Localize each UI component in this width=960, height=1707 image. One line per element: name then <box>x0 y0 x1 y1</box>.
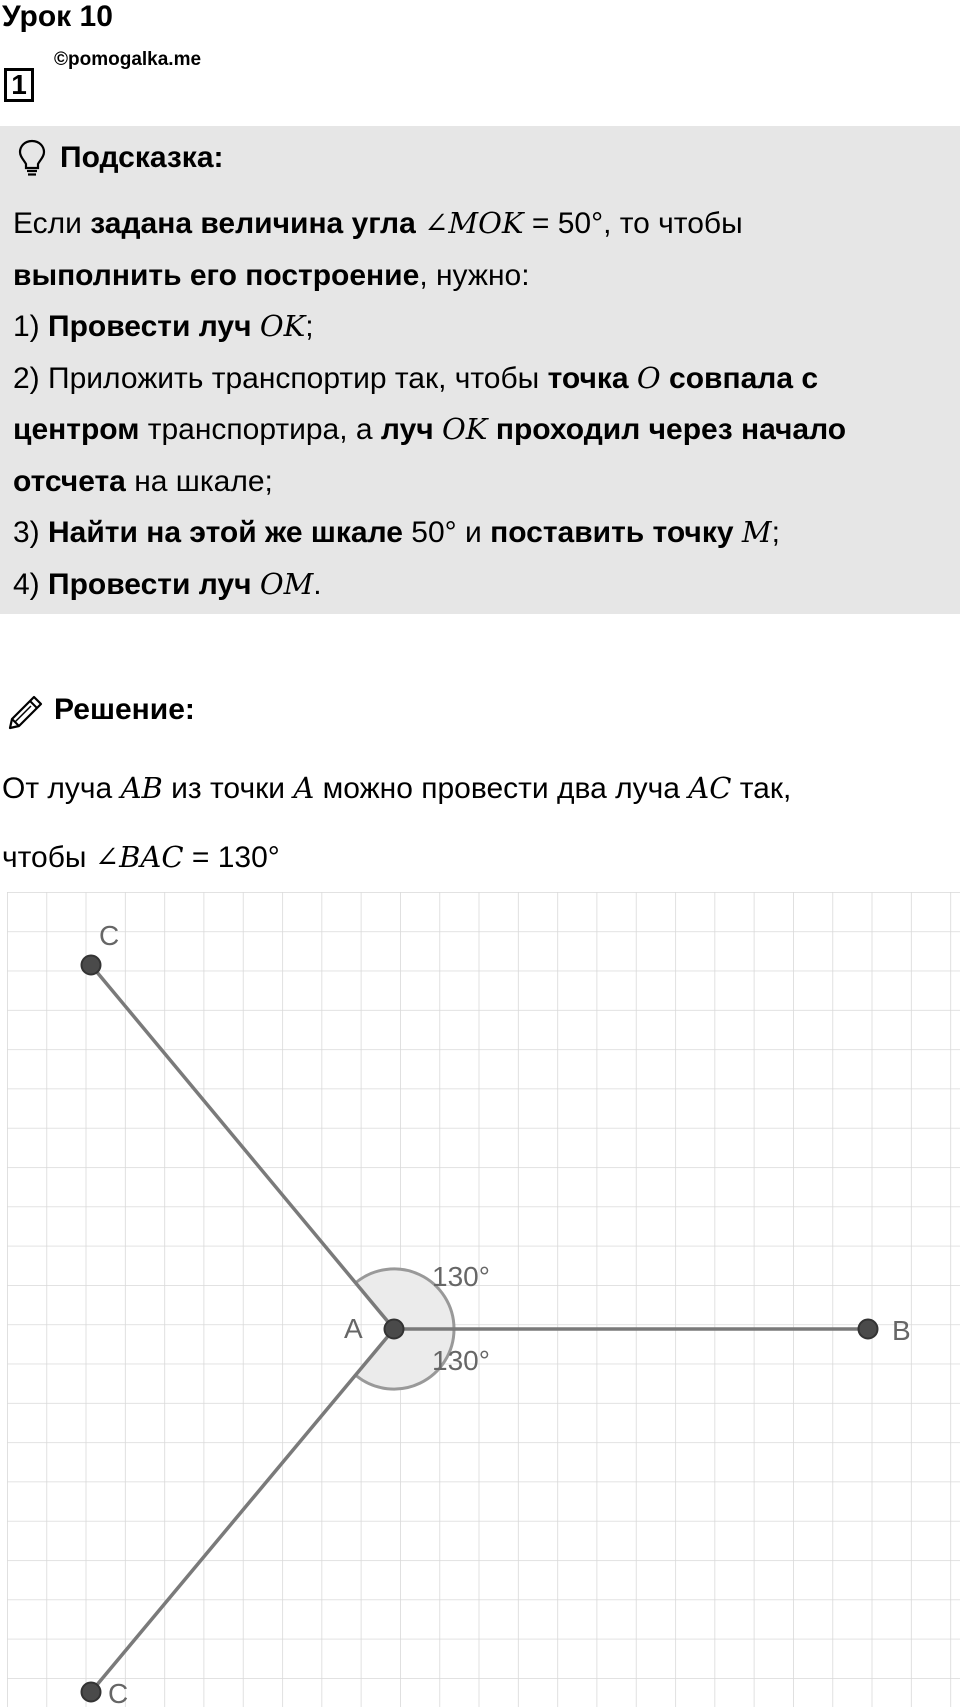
text: чтобы <box>2 841 95 874</box>
hint-panel <box>0 126 960 614</box>
text: ; <box>305 310 314 343</box>
hint-step-2 <box>13 353 948 405</box>
bold-text: задана величина угла <box>90 207 425 240</box>
bold-text: центром <box>13 413 140 446</box>
label-a: A <box>344 1313 363 1344</box>
label-angle-upper: 130° <box>432 1261 490 1292</box>
point-a <box>385 1320 404 1339</box>
math-ray: OK <box>442 412 488 446</box>
bold-text: точка <box>547 361 637 395</box>
text: = 130° <box>183 841 280 874</box>
text: на шкале; <box>125 464 273 498</box>
text: От луча <box>2 772 121 805</box>
point-c-lower <box>82 1683 101 1702</box>
task-number-box: 1 <box>4 68 34 102</box>
text: из точки <box>162 772 294 805</box>
bold-text: поставить точку <box>490 516 742 549</box>
text: . <box>313 567 322 601</box>
text: ; <box>771 516 780 549</box>
lightbulb-icon <box>16 138 48 178</box>
pencil-icon <box>6 689 46 731</box>
math-angle: ∠MOK <box>424 206 524 240</box>
text: 1) <box>13 310 49 343</box>
solution-title: Решение: <box>54 693 195 726</box>
text: 2) Приложить транспортир так, чтобы <box>13 361 548 395</box>
text: 3) <box>13 516 49 549</box>
label-c-lower: C <box>108 1678 129 1707</box>
text: , нужно: <box>419 258 530 292</box>
math-ray: OM <box>259 566 314 601</box>
hint-header <box>16 134 224 182</box>
math-point: M <box>741 515 772 549</box>
bold-text: выполнить его построение <box>13 258 420 292</box>
math-point: O <box>636 360 661 395</box>
point-b <box>859 1320 878 1339</box>
solution-header <box>6 686 195 734</box>
text: транспортира, а <box>139 413 381 446</box>
watermark: ©pomogalka.me <box>54 49 202 70</box>
math-point: A <box>293 771 315 805</box>
hint-step-3 <box>13 507 948 559</box>
hint-title: Подсказка: <box>60 141 224 174</box>
math-angle: ∠BAC <box>94 840 184 874</box>
grid <box>7 892 960 1707</box>
bold-text: совпала с <box>660 361 819 395</box>
solution-line <box>2 823 791 892</box>
bold-text: Найти на этой же шкале <box>48 516 403 549</box>
geometry-drawing <box>0 884 960 1707</box>
text: так, <box>731 772 792 805</box>
bold-text: Провести луч <box>48 310 260 343</box>
hint-line <box>13 250 948 302</box>
bold-text: Провести луч <box>48 567 260 601</box>
hint-line <box>13 198 948 250</box>
math-ray: AB <box>120 771 163 805</box>
bold-text: луч <box>380 413 443 446</box>
lesson-title: Урок 10 <box>2 0 113 33</box>
text: 50° и <box>402 516 491 549</box>
hint-line <box>13 456 948 508</box>
text: Если <box>13 207 91 240</box>
label-b: B <box>892 1315 911 1346</box>
solution-text <box>2 754 791 892</box>
label-c-upper: C <box>99 920 120 951</box>
hint-line <box>13 404 948 456</box>
math-ray: AC <box>688 771 732 805</box>
hint-step-4 <box>13 559 948 611</box>
bold-text: отсчета <box>13 464 126 498</box>
text: 4) <box>13 567 49 601</box>
bold-text: проходил через начало <box>487 413 847 446</box>
text: можно провести два луча <box>314 772 689 805</box>
hint-body <box>13 198 948 610</box>
math-ray: OK <box>259 309 306 343</box>
text: = 50°, то чтобы <box>523 207 743 240</box>
point-c-upper <box>82 956 101 975</box>
solution-line <box>2 754 791 823</box>
label-angle-lower: 130° <box>432 1345 490 1376</box>
hint-step-1 <box>13 301 948 353</box>
